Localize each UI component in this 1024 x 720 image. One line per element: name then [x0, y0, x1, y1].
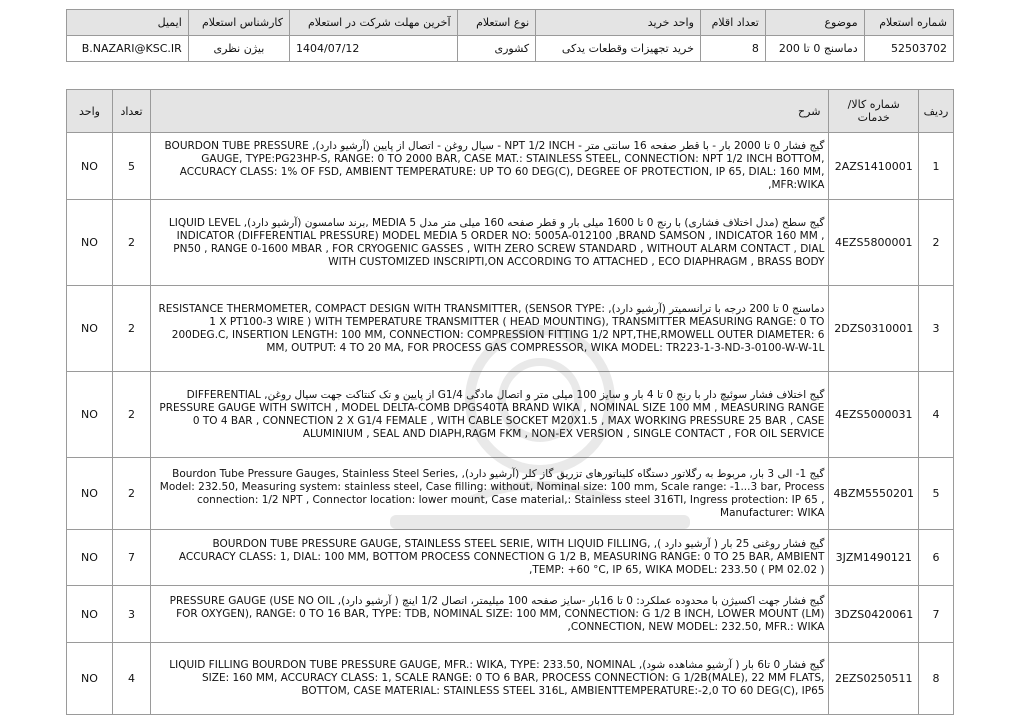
item-quantity: 3 — [113, 586, 151, 643]
item-unit: NO — [67, 200, 113, 286]
item-code: 4EZS5000031 — [829, 372, 919, 458]
header-email: ایمیل — [67, 10, 189, 36]
table-row — [67, 530, 954, 586]
item-unit: NO — [67, 643, 113, 715]
value-expert: بیژن نظری — [188, 36, 289, 62]
item-unit: NO — [67, 286, 113, 372]
item-code: 3DZS0420061 — [829, 586, 919, 643]
table-row — [67, 643, 954, 715]
item-description: گیج اختلاف فشار سوئیچ دار با رنج 0 تا 4 بار و سایز 100 میلی متر و اتصال مادگی G1/4 از پایین و تک کنتاکت جهت سیال روغن, DIFFERENTIAL PRESSURE GAUGE WITH SWITCH , MODEL DELTA-COMB DPGS40TA BRAND WIKA , NOMINAL SIZE 100 MM , MEASURING RANGE 0 TO 4 BAR , CONNECTION 2 X G1/4 FEMALE , WITH CABLE SOCKET M20X1.5 , MAX WORKING PRESSURE 25 BAR , CASE ALUMINIUM , SEAL AND DIAPH,RAGM FKM , NON-EX VERSION , SINGLE CONTACT , FOR OIL SERVICE — [151, 372, 829, 458]
item-quantity: 4 — [113, 643, 151, 715]
item-quantity: 2 — [113, 200, 151, 286]
item-description: دماسنج 0 تا 200 درجه با ترانسمیتر (آرشیو دارد), RESISTANCE THERMOMETER, COMPACT DESIGN WITH TRANSMITTER, (SENSOR TYPE: 1 X PT100-3 WIRE ) WITH TEMPERATURE TRANSMITTER ( HEAD MOUNTING), TRANSMITTER MEASURING RANGE: 0 TO 200DEG.C, INSERTION LENGTH: 100 MM, CONNECTION: COMPRESSION FITTING 1/2 NPT,THE,RMOWELL OUTER DIAMETER: 6 MM, OUTPUT: 4 TO 20 MA, FOR PROCESS GAS COMPRESSOR, WIKA MODEL: TR223-1-3-ND-3-0100-W-W-1L — [151, 286, 829, 372]
header-inquiry-type: نوع استعلام — [457, 10, 536, 36]
header-expert: کارشناس استعلام — [188, 10, 289, 36]
header-unit: واحد — [67, 90, 113, 133]
item-quantity: 5 — [113, 133, 151, 200]
item-description: گیج فشار جهت اکسیژن با محدوده عملکرد: 0 تا 16بار -سایز صفحه 100 میلیمتر، اتصال 1/2 اینچ ( آرشیو دارد), PRESSURE GAUGE (USE NO OIL FOR OXYGEN), RANGE: 0 TO 16 BAR, TYPE: TDB, NOMINAL SIZE: 100 MM, CONNECTION: G 1/2 B INCH, LOWER MOUNT (LM) CONNECTION, NEW MODEL: 232.50, MFR.: WIKA, — [151, 586, 829, 643]
item-code: 2DZS0310001 — [829, 286, 919, 372]
item-code: 2AZS1410001 — [829, 133, 919, 200]
table-row — [67, 286, 954, 372]
item-description: گیج فشار روغنی 25 بار ( آرشیو دارد ), BOURDON TUBE PRESSURE GAUGE, STAINLESS STEEL SERIE, WITH LIQUID FILLING, ACCURACY CLASS: 1, DIAL: 100 MM, BOTTOM PROCESS CONNECTION G 1/2 B, MEASURING RANGE: 0 TO 25 BAR, AMBIENT TEMP: +60 °C, IP 65, WIKA MODEL: 233.50 ( PM 02.02 ), — [151, 530, 829, 586]
value-subject: دماسنج 0 تا 200 — [765, 36, 864, 62]
header-quantity: تعداد — [113, 90, 151, 133]
row-number: 7 — [919, 586, 954, 643]
table-row — [67, 458, 954, 530]
items-header-row — [67, 90, 954, 133]
item-unit: NO — [67, 372, 113, 458]
header-item-code: شماره کالا/خدمات — [829, 90, 919, 133]
item-quantity: 2 — [113, 372, 151, 458]
value-email: B.NAZARI@KSC.IR — [67, 36, 189, 62]
item-description: گیج سطح (مدل اختلاف فشاری) با رنج 0 تا 1600 میلی بار و قطر صفحه 160 میلی متر مدل MEDIA 5 ,برند سامسون (آرشیو دارد), LIQUID LEVEL INDICATOR (DIFFERENTIAL PRESSURE) MODEL MEDIA 5 ORDER NO: 5005A-012100 ,BRAND SAMSON , INDICATOR 160 MM , PN50 , RANGE 0-1600 MBAR , FOR CRYOGENIC GASSES , WITH ZERO SCREW STANDARD , WITHOUT ALARM CONTACT , DIAL WITH CUSTOMIZED INSCRIPTI,ON ACCORDING TO ATTACHED , ECO DIAPHRAGM , BRASS BODY — [151, 200, 829, 286]
header-row-number: ردیف — [919, 90, 954, 133]
item-unit: NO — [67, 530, 113, 586]
item-unit: NO — [67, 586, 113, 643]
row-number: 5 — [919, 458, 954, 530]
value-deadline: 1404/07/12 — [290, 36, 458, 62]
item-description: گیج فشار 0 تا6 بار ( آرشیو مشاهده شود), LIQUID FILLING BOURDON TUBE PRESSURE GAUGE, MFR.: WIKA, TYPE: 233.50, NOMINAL SIZE: 160 MM, ACCURACY CLASS: 1, SCALE RANGE: 0 TO 6 BAR, PROCESS CONNECTION: G 1/2B(MALE), 22 MM FLATS, BOTTOM, CASE MATERIAL: STAINLESS STEEL 316L, AMBIENTTEMPERATURE:-2,0 TO 60 DEG(C), IP65 — [151, 643, 829, 715]
item-quantity: 2 — [113, 286, 151, 372]
row-number: 1 — [919, 133, 954, 200]
item-code: 2EZS0250511 — [829, 643, 919, 715]
item-unit: NO — [67, 133, 113, 200]
table-row — [67, 586, 954, 643]
value-item-count: 8 — [700, 36, 765, 62]
summary-header-row — [67, 10, 954, 36]
items-table — [66, 89, 954, 715]
header-inquiry-no: شماره استعلام — [864, 10, 953, 36]
table-row — [67, 200, 954, 286]
row-number: 6 — [919, 530, 954, 586]
value-inquiry-no: 52503702 — [864, 36, 953, 62]
row-number: 3 — [919, 286, 954, 372]
value-buyer-unit: خرید تجهیزات وقطعات یدکی — [536, 36, 701, 62]
item-description: گیج 1- الی 3 بار, مربوط به رگلاتور دستگاه کلیناتورهای تزریق گاز کلر (آرشیو دارد), Bourdon Tube Pressure Gauges, Stainless Steel Series, Model: 232.50, Measuring system: stainless steel, Case filling: without, Nominal size: 100 mm, Scale range: -1...3 bar, Process connection: 1/2 NPT , Connector location: lower mount, Case material,: Stainless steel 316TI, Ingress protection: IP 65 , Manufacturer: WIKA — [151, 458, 829, 530]
item-description: گیج فشار 0 تا 2000 بار - با قطر صفحه 16 سانتی متر - NPT 1/2 INCH - سیال روغن - اتصال از پایین (آرشیو دارد), BOURDON TUBE PRESSURE GAUGE, TYPE:PG23HP-S, RANGE: 0 TO 2000 BAR, CASE MAT.: STAINLESS STEEL, CONNECTION: NPT 1/2 INCH BOTTOM, ACCURACY CLASS: 1% OF FSD, AMBIENT TEMPERATURE: UP TO 60 DEG(C), DEGREE OF PROTECTION, IP 65, DIAL: 160 MM, MFR:WIKA, — [151, 133, 829, 200]
header-deadline: آخرین مهلت شرکت در استعلام — [290, 10, 458, 36]
row-number: 4 — [919, 372, 954, 458]
item-unit: NO — [67, 458, 113, 530]
row-number: 2 — [919, 200, 954, 286]
item-code: 4EZS5800001 — [829, 200, 919, 286]
header-description: شرح — [151, 90, 829, 133]
summary-value-row — [67, 36, 954, 62]
table-row — [67, 372, 954, 458]
item-code: 3JZM1490121 — [829, 530, 919, 586]
inquiry-summary-table — [66, 9, 954, 62]
table-row — [67, 133, 954, 200]
item-quantity: 7 — [113, 530, 151, 586]
item-code: 4BZM5550201 — [829, 458, 919, 530]
value-inquiry-type: کشوری — [457, 36, 536, 62]
header-item-count: تعداد اقلام — [700, 10, 765, 36]
item-quantity: 2 — [113, 458, 151, 530]
header-subject: موضوع — [765, 10, 864, 36]
header-buyer-unit: واحد خرید — [536, 10, 701, 36]
row-number: 8 — [919, 643, 954, 715]
